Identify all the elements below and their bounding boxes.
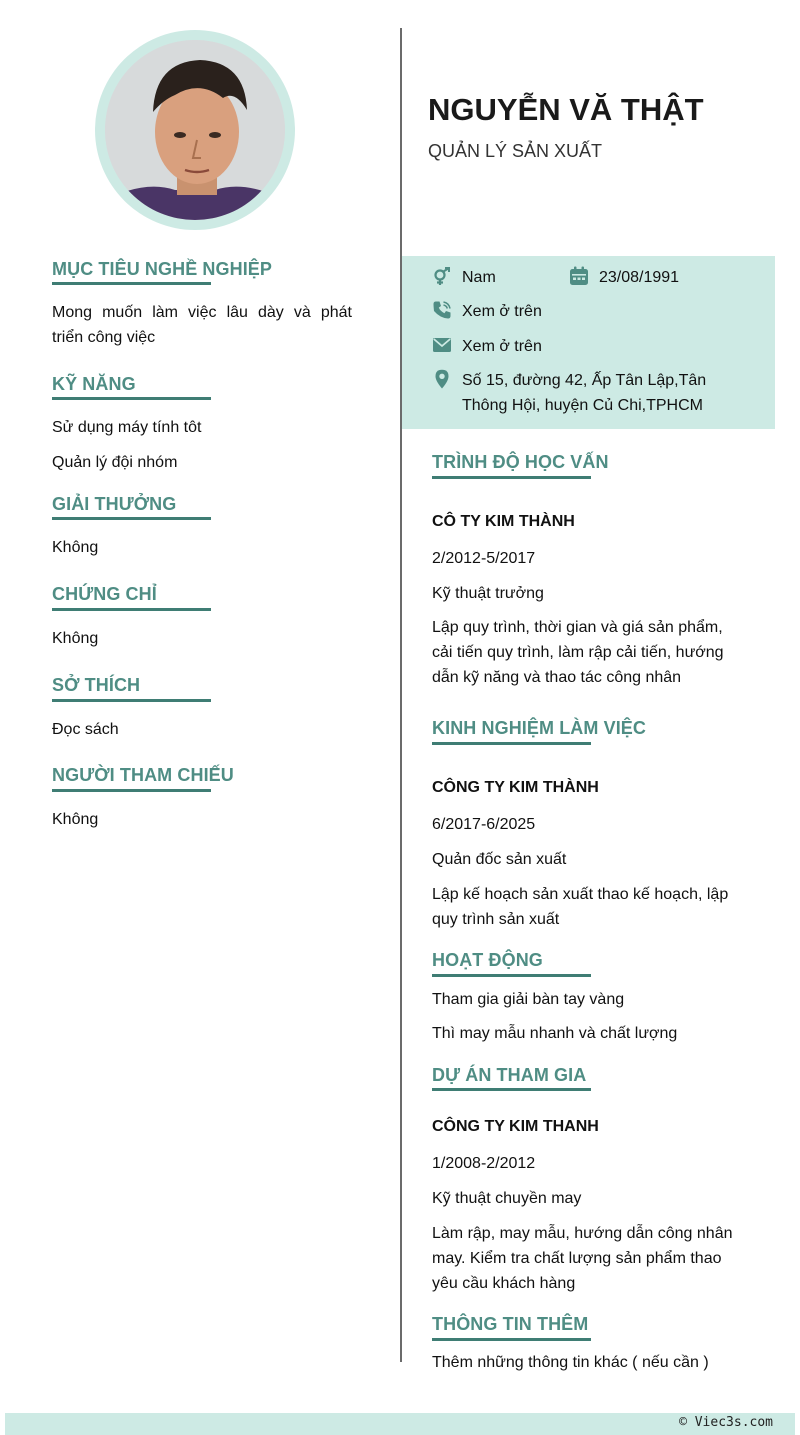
project-desc-line: Làm rập, may mẫu, hướng dẫn công nhân bbox=[432, 1225, 733, 1242]
references-text: Không bbox=[52, 811, 99, 828]
education-desc-line: cải tiến quy trình, làm rập cải tiến, hướng bbox=[432, 644, 724, 661]
project-period: 1/2008-2/2012 bbox=[432, 1155, 536, 1172]
gender-icon bbox=[432, 267, 452, 287]
activity-item: Thì may mẫu nhanh và chất lượng bbox=[432, 1025, 678, 1042]
experience-heading: KINH NGHIỆM LÀM VIỆC bbox=[432, 718, 647, 738]
email-icon bbox=[432, 335, 452, 355]
education-org: CÔ TY KIM THÀNH bbox=[432, 513, 575, 530]
certificates-underline bbox=[52, 608, 211, 611]
activities-underline bbox=[432, 974, 591, 977]
career-goal-line-2: triển công việc bbox=[52, 329, 156, 346]
awards-text: Không bbox=[52, 539, 99, 556]
extra-info-underline bbox=[432, 1338, 591, 1341]
projects-heading: DỰ ÁN THAM GIA bbox=[432, 1065, 587, 1085]
calendar-icon bbox=[569, 266, 589, 286]
hobbies-underline bbox=[52, 699, 211, 702]
extra-info-text: Thêm những thông tin khác ( nếu cần ) bbox=[432, 1354, 709, 1371]
education-heading: TRÌNH ĐỘ HỌC VẤN bbox=[432, 452, 609, 472]
phone-icon bbox=[432, 300, 452, 320]
experience-desc-line: quy trình sản xuất bbox=[432, 911, 560, 928]
avatar bbox=[105, 40, 285, 220]
experience-underline bbox=[432, 742, 591, 745]
job-title: QUẢN LÝ SẢN XUẤT bbox=[428, 141, 603, 161]
certificates-text: Không bbox=[52, 630, 99, 647]
copyright-text: © Viec3s.com bbox=[679, 1415, 773, 1430]
projects-underline bbox=[432, 1088, 591, 1091]
career-goal-line-1: Mong muốn làm việc lâu dày và phát bbox=[52, 304, 352, 321]
skills-heading: KỸ NĂNG bbox=[52, 374, 136, 394]
gender-value: Nam bbox=[462, 269, 496, 286]
awards-underline bbox=[52, 517, 211, 520]
hobbies-text: Đọc sách bbox=[52, 721, 119, 738]
education-underline bbox=[432, 476, 591, 479]
skills-underline bbox=[52, 397, 211, 400]
education-desc-line: dẫn kỹ năng và thao tác công nhân bbox=[432, 669, 682, 686]
skill-item: Sử dụng máy tính tôt bbox=[52, 419, 202, 436]
email-value: Xem ở trên bbox=[462, 338, 542, 355]
candidate-name: NGUYỄN VĂ THẬT bbox=[428, 92, 704, 127]
skill-item: Quản lý đội nhóm bbox=[52, 454, 178, 471]
education-period: 2/2012-5/2017 bbox=[432, 550, 536, 567]
address-line-1: Số 15, đường 42, Ấp Tân Lập,Tân bbox=[462, 372, 707, 389]
project-org: CÔNG TY KIM THANH bbox=[432, 1118, 599, 1135]
experience-period: 6/2017-6/2025 bbox=[432, 816, 536, 833]
references-heading: NGƯỜI THAM CHIẾU bbox=[52, 765, 234, 785]
education-role: Kỹ thuật trưởng bbox=[432, 585, 544, 602]
dob-value: 23/08/1991 bbox=[599, 269, 680, 286]
awards-heading: GIẢI THƯỞNG bbox=[52, 494, 177, 514]
address-line-2: Thông Hội, huyện Củ Chi,TPHCM bbox=[462, 397, 703, 414]
experience-desc-line: Lập kế hoạch sản xuất thao kế hoạch, lập bbox=[432, 886, 729, 903]
career-goal-underline bbox=[52, 282, 211, 285]
activity-item: Tham gia giải bàn tay vàng bbox=[432, 991, 625, 1008]
career-goal-heading: MỤC TIÊU NGHỀ NGHIỆP bbox=[52, 259, 273, 279]
column-divider bbox=[400, 28, 402, 1362]
experience-org: CÔNG TY KIM THÀNH bbox=[432, 779, 599, 796]
project-desc-line: yêu cầu khách hàng bbox=[432, 1275, 576, 1292]
location-pin-icon bbox=[432, 369, 452, 389]
references-underline bbox=[52, 789, 211, 792]
activities-heading: HOẠT ĐỘNG bbox=[432, 950, 543, 970]
footer-bar bbox=[5, 1413, 795, 1435]
extra-info-heading: THÔNG TIN THÊM bbox=[432, 1314, 589, 1334]
project-desc-line: may. Kiểm tra chất lượng sản phẩm thao bbox=[432, 1250, 722, 1267]
hobbies-heading: SỞ THÍCH bbox=[52, 675, 141, 695]
project-role: Kỹ thuật chuyền may bbox=[432, 1190, 582, 1207]
certificates-heading: CHỨNG CHỈ bbox=[52, 584, 157, 604]
phone-value: Xem ở trên bbox=[462, 303, 542, 320]
education-desc-line: Lập quy trình, thời gian và giá sản phẩm, bbox=[432, 619, 723, 636]
avatar-portrait bbox=[105, 40, 285, 220]
experience-role: Quản đốc sản xuất bbox=[432, 851, 567, 868]
